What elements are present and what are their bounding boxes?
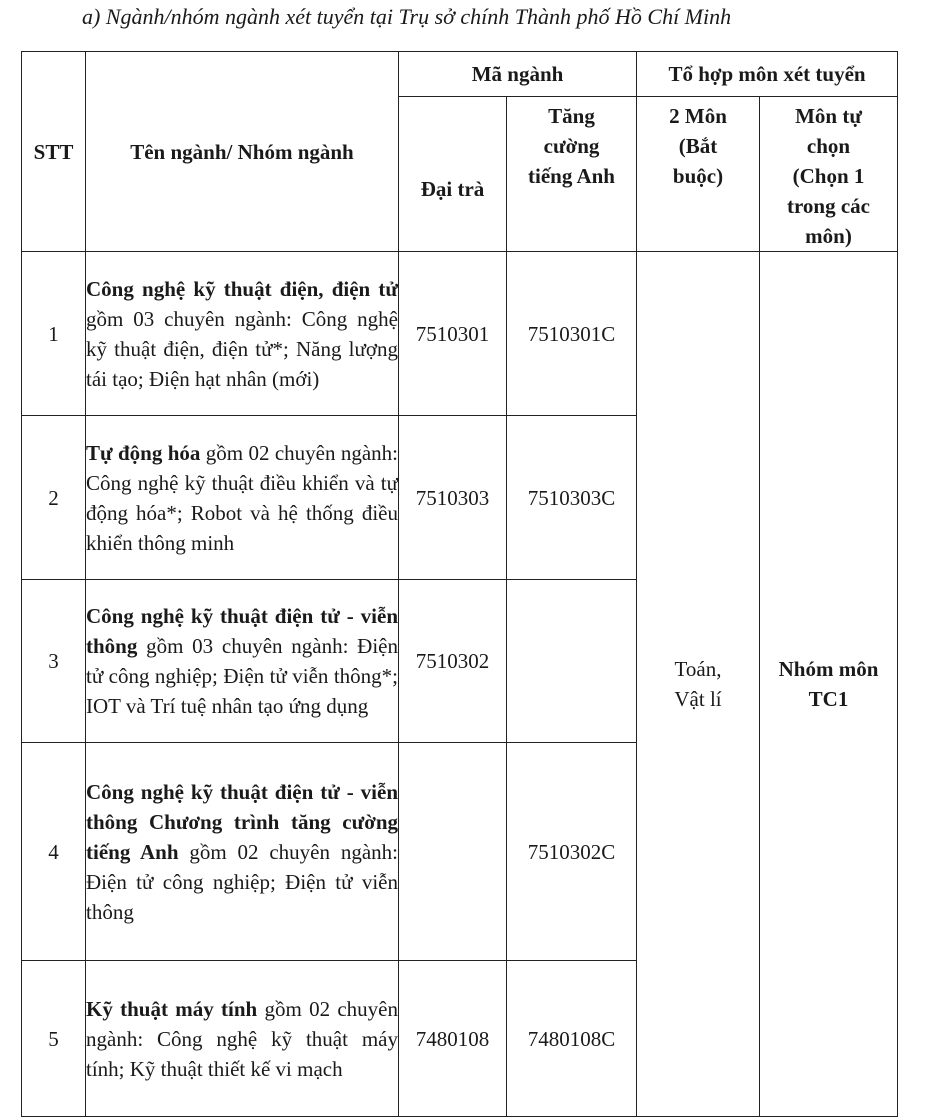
header-name: Tên ngành/ Nhóm ngành: [86, 52, 399, 252]
header-hai-mon-line: buộc): [672, 164, 724, 188]
header-mon-tu-chon-line: trong các: [787, 194, 871, 218]
row-stt: 2: [22, 416, 86, 580]
row-tang-cuong: 7480108C: [507, 961, 637, 1117]
row-tang-cuong: 7510302C: [507, 743, 637, 961]
row-name-rest: gồm 02 chuyên ngành: Công nghệ kỹ thuật máy tính; Kỹ thuật thiết kế vi mạch: [86, 996, 398, 1081]
row-name: [86, 743, 399, 961]
header-mon-tu-chon-line: (Chọn 1: [792, 164, 865, 188]
row-dai-tra: 7510302: [399, 580, 507, 743]
header-stt: STT: [22, 52, 86, 252]
row-name-rest: gồm 02 chuyên ngành: Điện tử công nghiệp; Điện tử viễn thông: [86, 839, 398, 924]
header-hai-mon: [637, 97, 760, 252]
row-name: [86, 961, 399, 1117]
header-dai-tra: Đại trà: [399, 97, 507, 252]
hai-mon-value-line: Vật lí: [674, 687, 722, 711]
row-stt: 1: [22, 252, 86, 416]
row-name-bold: Công nghệ kỹ thuật điện, điện tử: [86, 276, 398, 301]
row-name-bold: Công nghệ kỹ thuật điện tử - viễn thông: [86, 604, 398, 658]
header-mon-tu-chon-line: chọn: [806, 134, 851, 158]
row-name: [86, 416, 399, 580]
row-name-rest: gồm 03 chuyên ngành: Công nghệ kỹ thuật điện, điện tử*; Năng lượng tái tạo; Điện hạt nhân (mới): [86, 306, 398, 391]
table-caption: a) Ngành/nhóm ngành xét tuyển tại Trụ sở chính Thành phố Hồ Chí Minh: [82, 4, 732, 29]
header-tang-cuong-line: cường: [543, 134, 600, 158]
row-dai-tra: 7480108: [399, 961, 507, 1117]
header-hai-mon-line: (Bắt: [678, 134, 718, 158]
header-to-hop: Tổ hợp môn xét tuyển: [637, 52, 898, 97]
tu-chon-value: [760, 252, 898, 1117]
hai-mon-value: [637, 252, 760, 1117]
header-mon-tu-chon-line: Môn tự: [795, 104, 862, 128]
header-mon-tu-chon: [760, 97, 898, 252]
row-dai-tra: [399, 743, 507, 961]
row-stt: 5: [22, 961, 86, 1117]
header-mon-tu-chon-line: môn): [805, 224, 852, 248]
row-tang-cuong: 7510301C: [507, 252, 637, 416]
row-name-bold: Công nghệ kỹ thuật điện tử - viễn thông Chương trình tăng cường tiếng Anh: [86, 779, 398, 864]
tu-chon-value-line: TC1: [808, 687, 849, 711]
row-name: [86, 580, 399, 743]
hai-mon-value-line: Toán,: [674, 657, 722, 681]
header-hai-mon-line: 2 Môn: [669, 104, 727, 128]
admission-table: [21, 51, 898, 1117]
row-dai-tra: 7510303: [399, 416, 507, 580]
table-row: [22, 252, 898, 416]
row-stt: 3: [22, 580, 86, 743]
header-tang-cuong-line: tiếng Anh: [528, 164, 615, 188]
row-name-rest: gồm 03 chuyên ngành: Điện tử công nghiệp; Điện tử viễn thông*; IOT và Trí tuệ nhân tạo ứng dụng: [86, 634, 398, 718]
row-name: [86, 252, 399, 416]
row-stt: 4: [22, 743, 86, 961]
row-tang-cuong: 7510303C: [507, 416, 637, 580]
tu-chon-value-line: Nhóm môn: [778, 657, 879, 681]
row-name-bold: Tự động hóa: [86, 440, 201, 465]
row-name-rest: gồm 02 chuyên ngành: Công nghệ kỹ thuật điều khiển và tự động hóa*; Robot và hệ thống điều khiển thông minh: [86, 440, 398, 555]
row-name-bold: Kỹ thuật máy tính: [86, 996, 258, 1021]
row-tang-cuong: [507, 580, 637, 743]
header-ma-nganh: Mã ngành: [399, 52, 637, 97]
header-tang-cuong-line: Tăng: [548, 104, 595, 128]
row-dai-tra: 7510301: [399, 252, 507, 416]
header-tang-cuong: [507, 97, 637, 252]
